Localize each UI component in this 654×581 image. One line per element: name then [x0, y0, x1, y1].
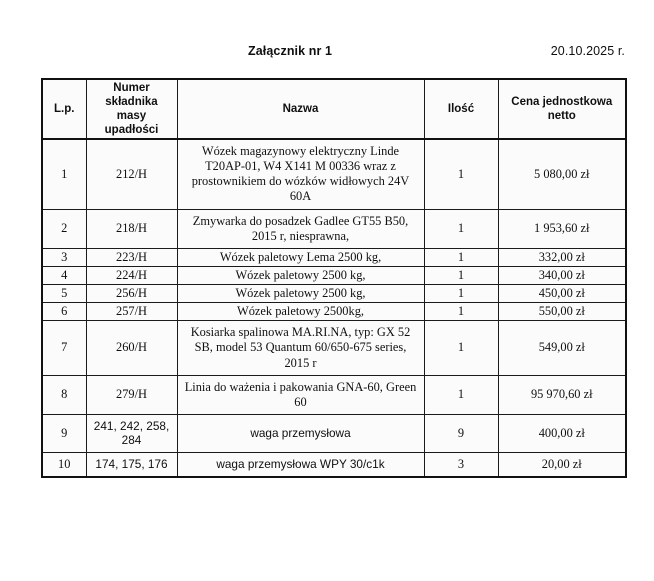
- cell-ilosc: 1: [424, 375, 498, 414]
- cell-numer: 218/H: [86, 209, 177, 248]
- table-row: [42, 266, 626, 284]
- cell-numer: 256/H: [86, 285, 177, 303]
- cell-ilosc: 1: [424, 285, 498, 303]
- cell-ilosc: 1: [424, 139, 498, 209]
- page-title: Załącznik nr 1: [248, 44, 333, 58]
- table-header-row: [42, 79, 626, 139]
- column-header-ilosc: Ilość: [424, 79, 498, 139]
- table-row: [42, 375, 626, 414]
- cell-numer: 241, 242, 258, 284: [86, 414, 177, 452]
- cell-cena: 450,00 zł: [498, 285, 626, 303]
- table-header: [42, 79, 626, 139]
- cell-nazwa: Linia do ważenia i pakowania GNA-60, Green 60: [177, 375, 424, 414]
- cell-numer: 224/H: [86, 266, 177, 284]
- cell-nazwa: Wózek magazynowy elektryczny Linde T20AP-01, W4 X141 M 00336 wraz z prostownikiem do wózków widłowych 24V 60A: [177, 139, 424, 209]
- table-row: [42, 139, 626, 209]
- cell-lp: 2: [42, 209, 86, 248]
- inventory-table-container: [41, 78, 625, 478]
- table-body: [42, 139, 626, 477]
- cell-lp: 7: [42, 321, 86, 375]
- cell-nazwa: Kosiarka spalinowa MA.RI.NA, typ: GX 52 SB, model 53 Quantum 60/650-675 series, 2015 r: [177, 321, 424, 375]
- cell-nazwa: waga przemysłowa WPY 30/c1k: [177, 452, 424, 477]
- cell-lp: 3: [42, 248, 86, 266]
- cell-nazwa: Wózek paletowy 2500 kg,: [177, 285, 424, 303]
- cell-lp: 10: [42, 452, 86, 477]
- cell-ilosc: 1: [424, 303, 498, 321]
- column-header-cena: Cena jednostkowa netto: [498, 79, 626, 139]
- cell-ilosc: 1: [424, 266, 498, 284]
- cell-cena: 549,00 zł: [498, 321, 626, 375]
- cell-nazwa: Zmywarka do posadzek Gadlee GT55 B50, 2015 r, niesprawna,: [177, 209, 424, 248]
- cell-lp: 5: [42, 285, 86, 303]
- column-header-nazwa: Nazwa: [177, 79, 424, 139]
- cell-lp: 4: [42, 266, 86, 284]
- cell-ilosc: 1: [424, 209, 498, 248]
- cell-cena: 400,00 zł: [498, 414, 626, 452]
- cell-numer: 174, 175, 176: [86, 452, 177, 477]
- column-header-lp: L.p.: [42, 79, 86, 139]
- document-date: 20.10.2025 r.: [550, 44, 625, 58]
- table-row: [42, 209, 626, 248]
- cell-cena: 1 953,60 zł: [498, 209, 626, 248]
- cell-numer: 257/H: [86, 303, 177, 321]
- cell-numer: 279/H: [86, 375, 177, 414]
- cell-cena: 20,00 zł: [498, 452, 626, 477]
- cell-numer: 223/H: [86, 248, 177, 266]
- cell-ilosc: 1: [424, 248, 498, 266]
- cell-ilosc: 3: [424, 452, 498, 477]
- cell-lp: 8: [42, 375, 86, 414]
- cell-cena: 340,00 zł: [498, 266, 626, 284]
- cell-ilosc: 1: [424, 321, 498, 375]
- cell-numer: 260/H: [86, 321, 177, 375]
- cell-lp: 9: [42, 414, 86, 452]
- cell-ilosc: 9: [424, 414, 498, 452]
- cell-lp: 6: [42, 303, 86, 321]
- cell-cena: 95 970,60 zł: [498, 375, 626, 414]
- table-row: [42, 285, 626, 303]
- table-row: [42, 303, 626, 321]
- cell-nazwa: Wózek paletowy 2500 kg,: [177, 266, 424, 284]
- table-row: [42, 248, 626, 266]
- document-header: [41, 44, 625, 64]
- table-row: [42, 321, 626, 375]
- cell-cena: 332,00 zł: [498, 248, 626, 266]
- cell-nazwa: waga przemysłowa: [177, 414, 424, 452]
- cell-nazwa: Wózek paletowy 2500kg,: [177, 303, 424, 321]
- column-header-numer-skladnika: Numer składnika masy upadłości: [86, 79, 177, 139]
- table-row: [42, 452, 626, 477]
- cell-cena: 5 080,00 zł: [498, 139, 626, 209]
- table-row: [42, 414, 626, 452]
- cell-cena: 550,00 zł: [498, 303, 626, 321]
- cell-nazwa: Wózek paletowy Lema 2500 kg,: [177, 248, 424, 266]
- cell-numer: 212/H: [86, 139, 177, 209]
- cell-lp: 1: [42, 139, 86, 209]
- inventory-table: [41, 78, 627, 478]
